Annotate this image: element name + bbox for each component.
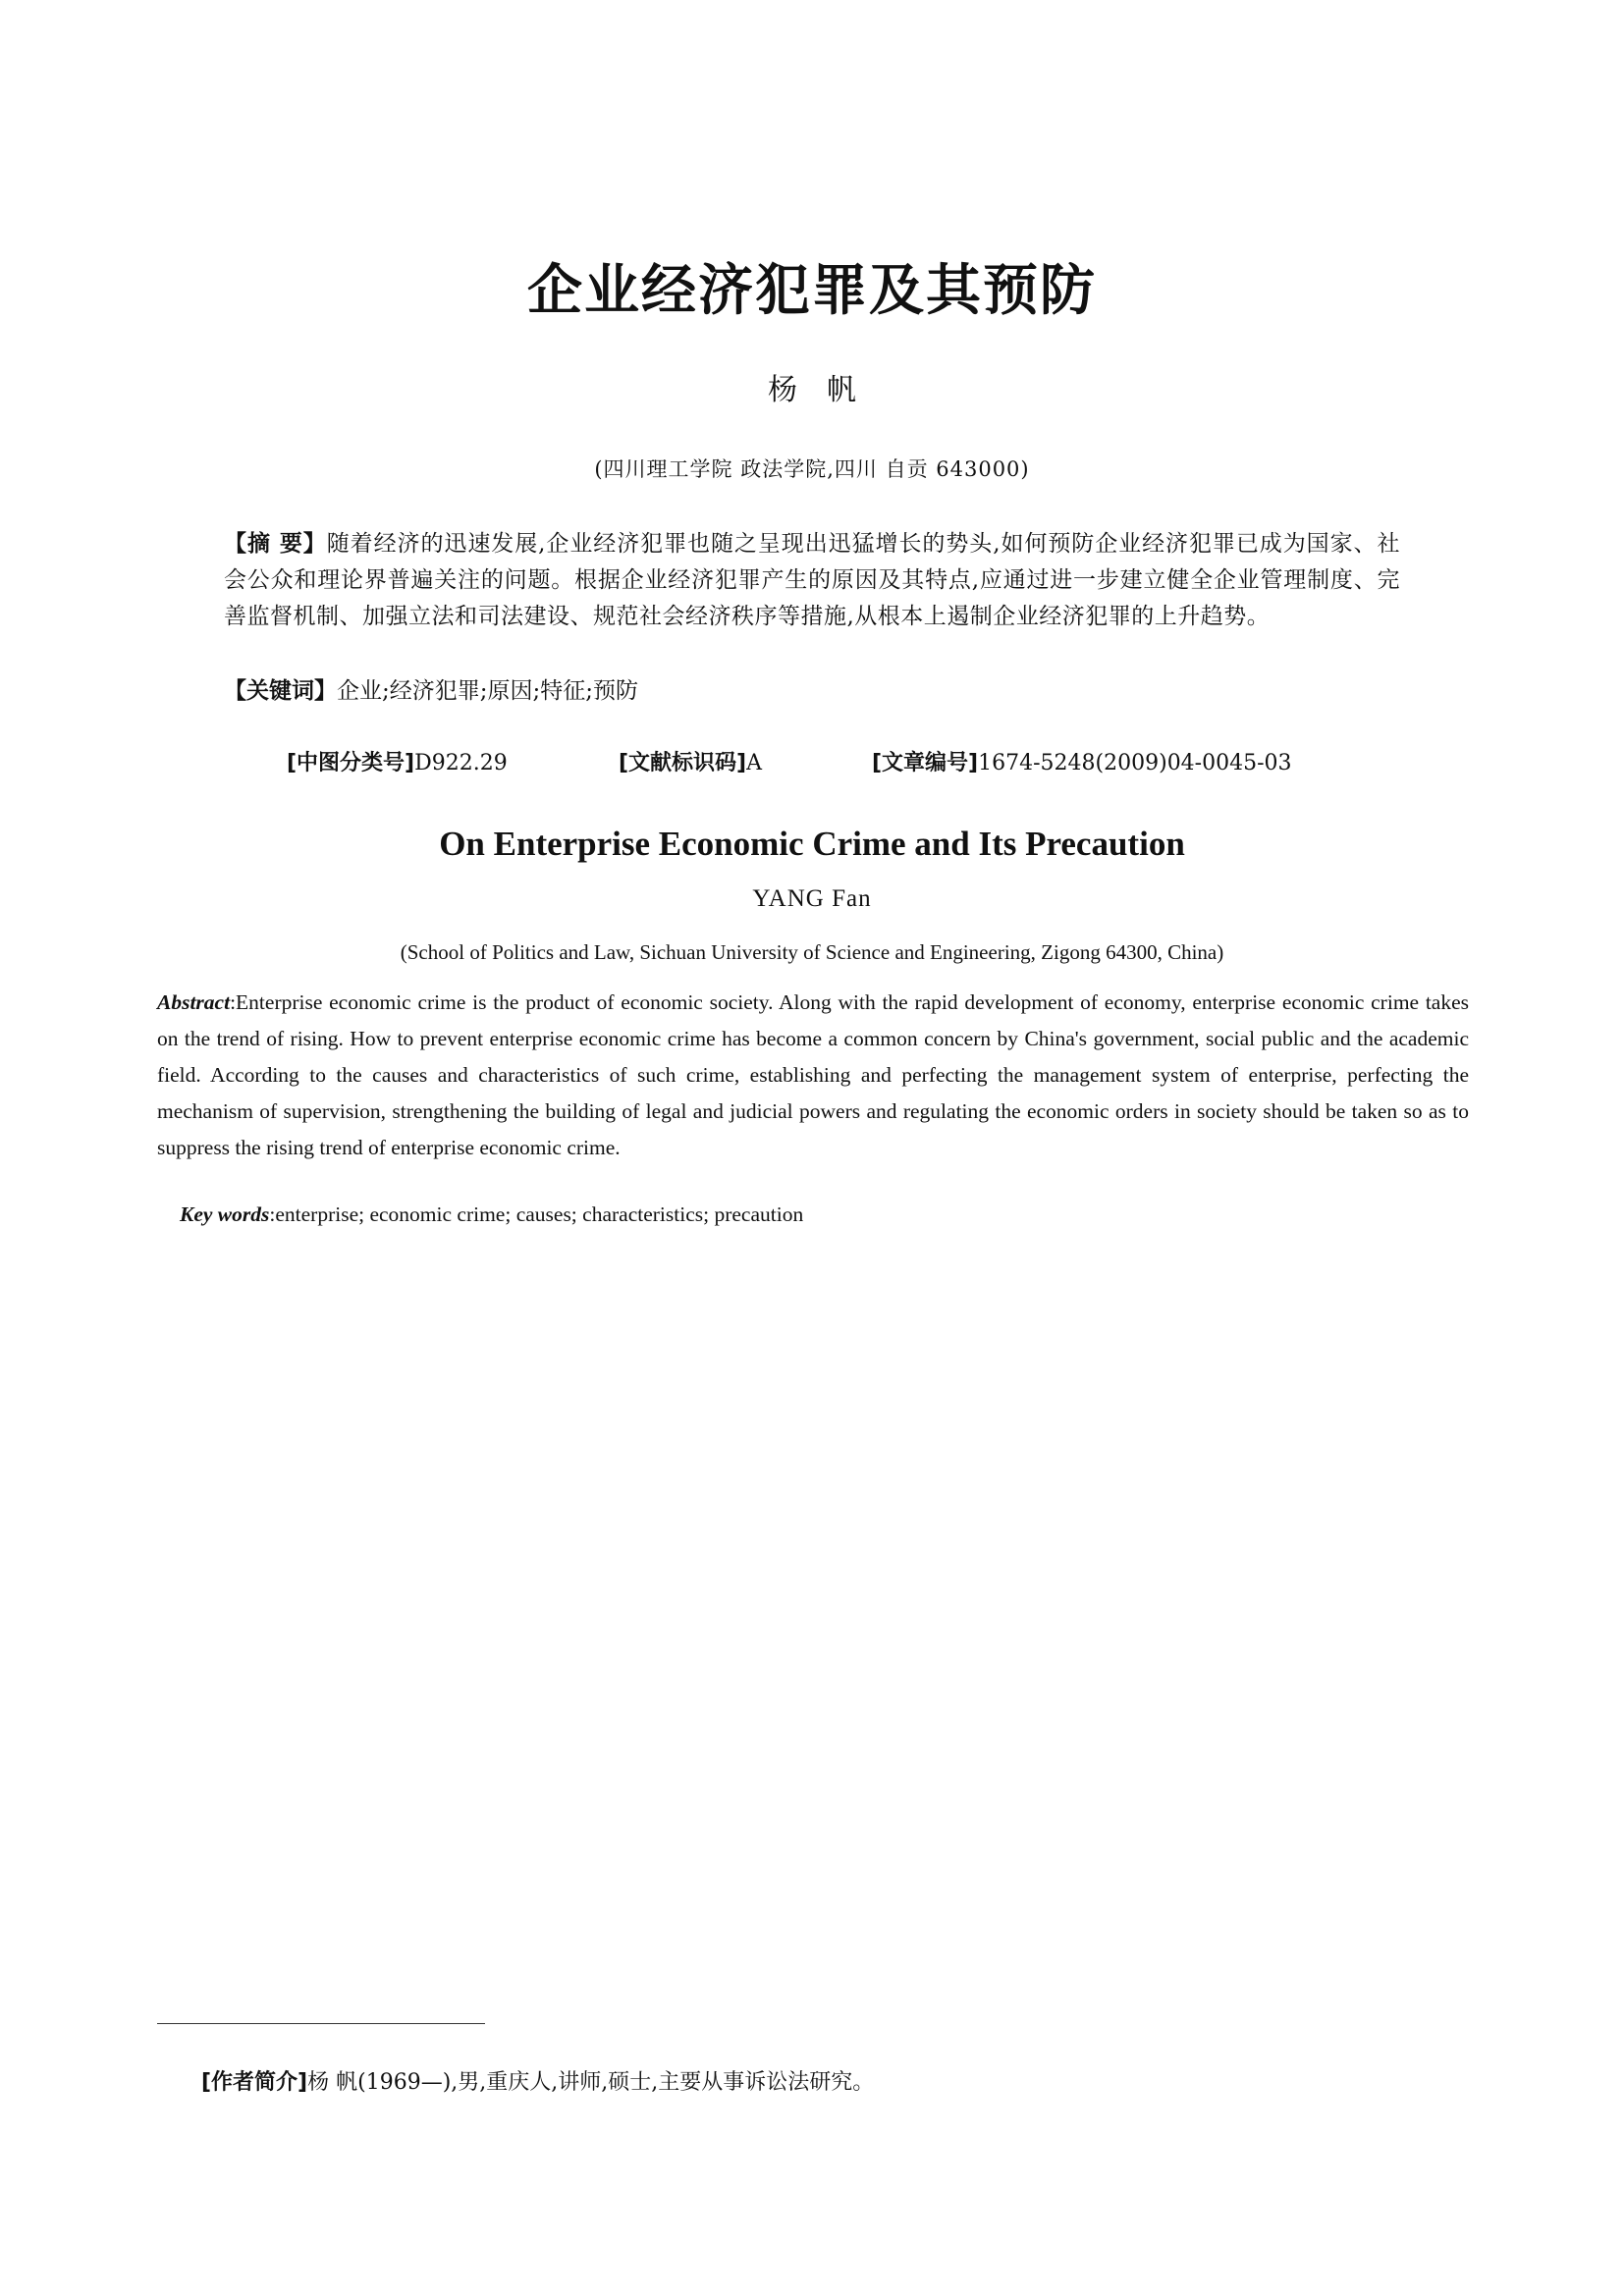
footnote-label: [作者简介] [201, 2070, 308, 2095]
english-author: YANG Fan [752, 885, 872, 912]
english-keywords-text: :enterprise; economic crime; causes; characteristics; precaution [269, 1202, 804, 1226]
english-abstract-label: Abstract [157, 990, 231, 1014]
chinese-affiliation: (四川理工学院 政法学院,四川 自贡 643000) [594, 457, 1030, 481]
clc-value: D922.29 [414, 751, 508, 775]
footnote-divider [157, 2023, 485, 2024]
footnote-text: 杨 帆(1969—),男,重庆人,讲师,硕士,主要从事诉讼法研究。 [307, 2070, 875, 2095]
article-number-value: 1674-5248(2009)04-0045-03 [978, 751, 1292, 775]
chinese-keywords-text: 企业;经济犯罪;原因;特征;预防 [337, 678, 638, 704]
english-keywords-label: Key words [180, 1202, 270, 1226]
clc-label: [中图分类号] [287, 751, 415, 775]
clc-number [287, 746, 508, 776]
chinese-keywords [224, 673, 1400, 710]
chinese-abstract [224, 526, 1400, 635]
article-number [872, 746, 1292, 776]
chinese-title: 企业经济犯罪及其预防 [527, 259, 1097, 323]
article-number-label: [文章编号] [872, 751, 979, 775]
chinese-abstract-text: 随着经济的迅速发展,企业经济犯罪也随之呈现出迅猛增长的势头,如何预防企业经济犯罪已成为国家、社会公众和理论界普遍关注的问题。根据企业经济犯罪产生的原因及其特点,应通过进一步建立健全企业管理制度、完善监督机制、加强立法和司法建设、规范社会经济秩序等措施,从根本上遏制企业经济犯罪的上升趋势。 [224, 531, 1400, 629]
chinese-keywords-label: 【关键词】 [224, 678, 337, 704]
english-abstract-text: :Enterprise economic crime is the product of economic society. Along with the rapid development of economy, enterprise economic crime takes on the trend of rising. How to prevent enterprise economic crime has become a common concern by China's government, social public and the academic field. According to the causes and characteristics of such crime, establishing and perfecting the management system of enterprise, perfecting the mechanism of supervision, strengthening the building of legal and judicial powers and regulating the economic orders in society should be taken so as to suppress the rising trend of enterprise economic crime. [157, 990, 1469, 1159]
english-keywords [180, 1202, 1456, 1227]
document-code [619, 746, 762, 776]
english-abstract [157, 985, 1469, 1166]
chinese-author: 杨帆 [768, 373, 886, 407]
english-title: On Enterprise Economic Crime and Its Precaution [439, 825, 1185, 863]
english-affiliation: (School of Politics and Law, Sichuan University of Science and Engineering, Zigong 64300, China) [400, 940, 1224, 964]
document-code-label: [文献标识码] [619, 751, 747, 775]
author-footnote [201, 2065, 1429, 2096]
document-code-value: A [746, 751, 763, 775]
chinese-abstract-label: 【摘 要】 [224, 531, 327, 557]
